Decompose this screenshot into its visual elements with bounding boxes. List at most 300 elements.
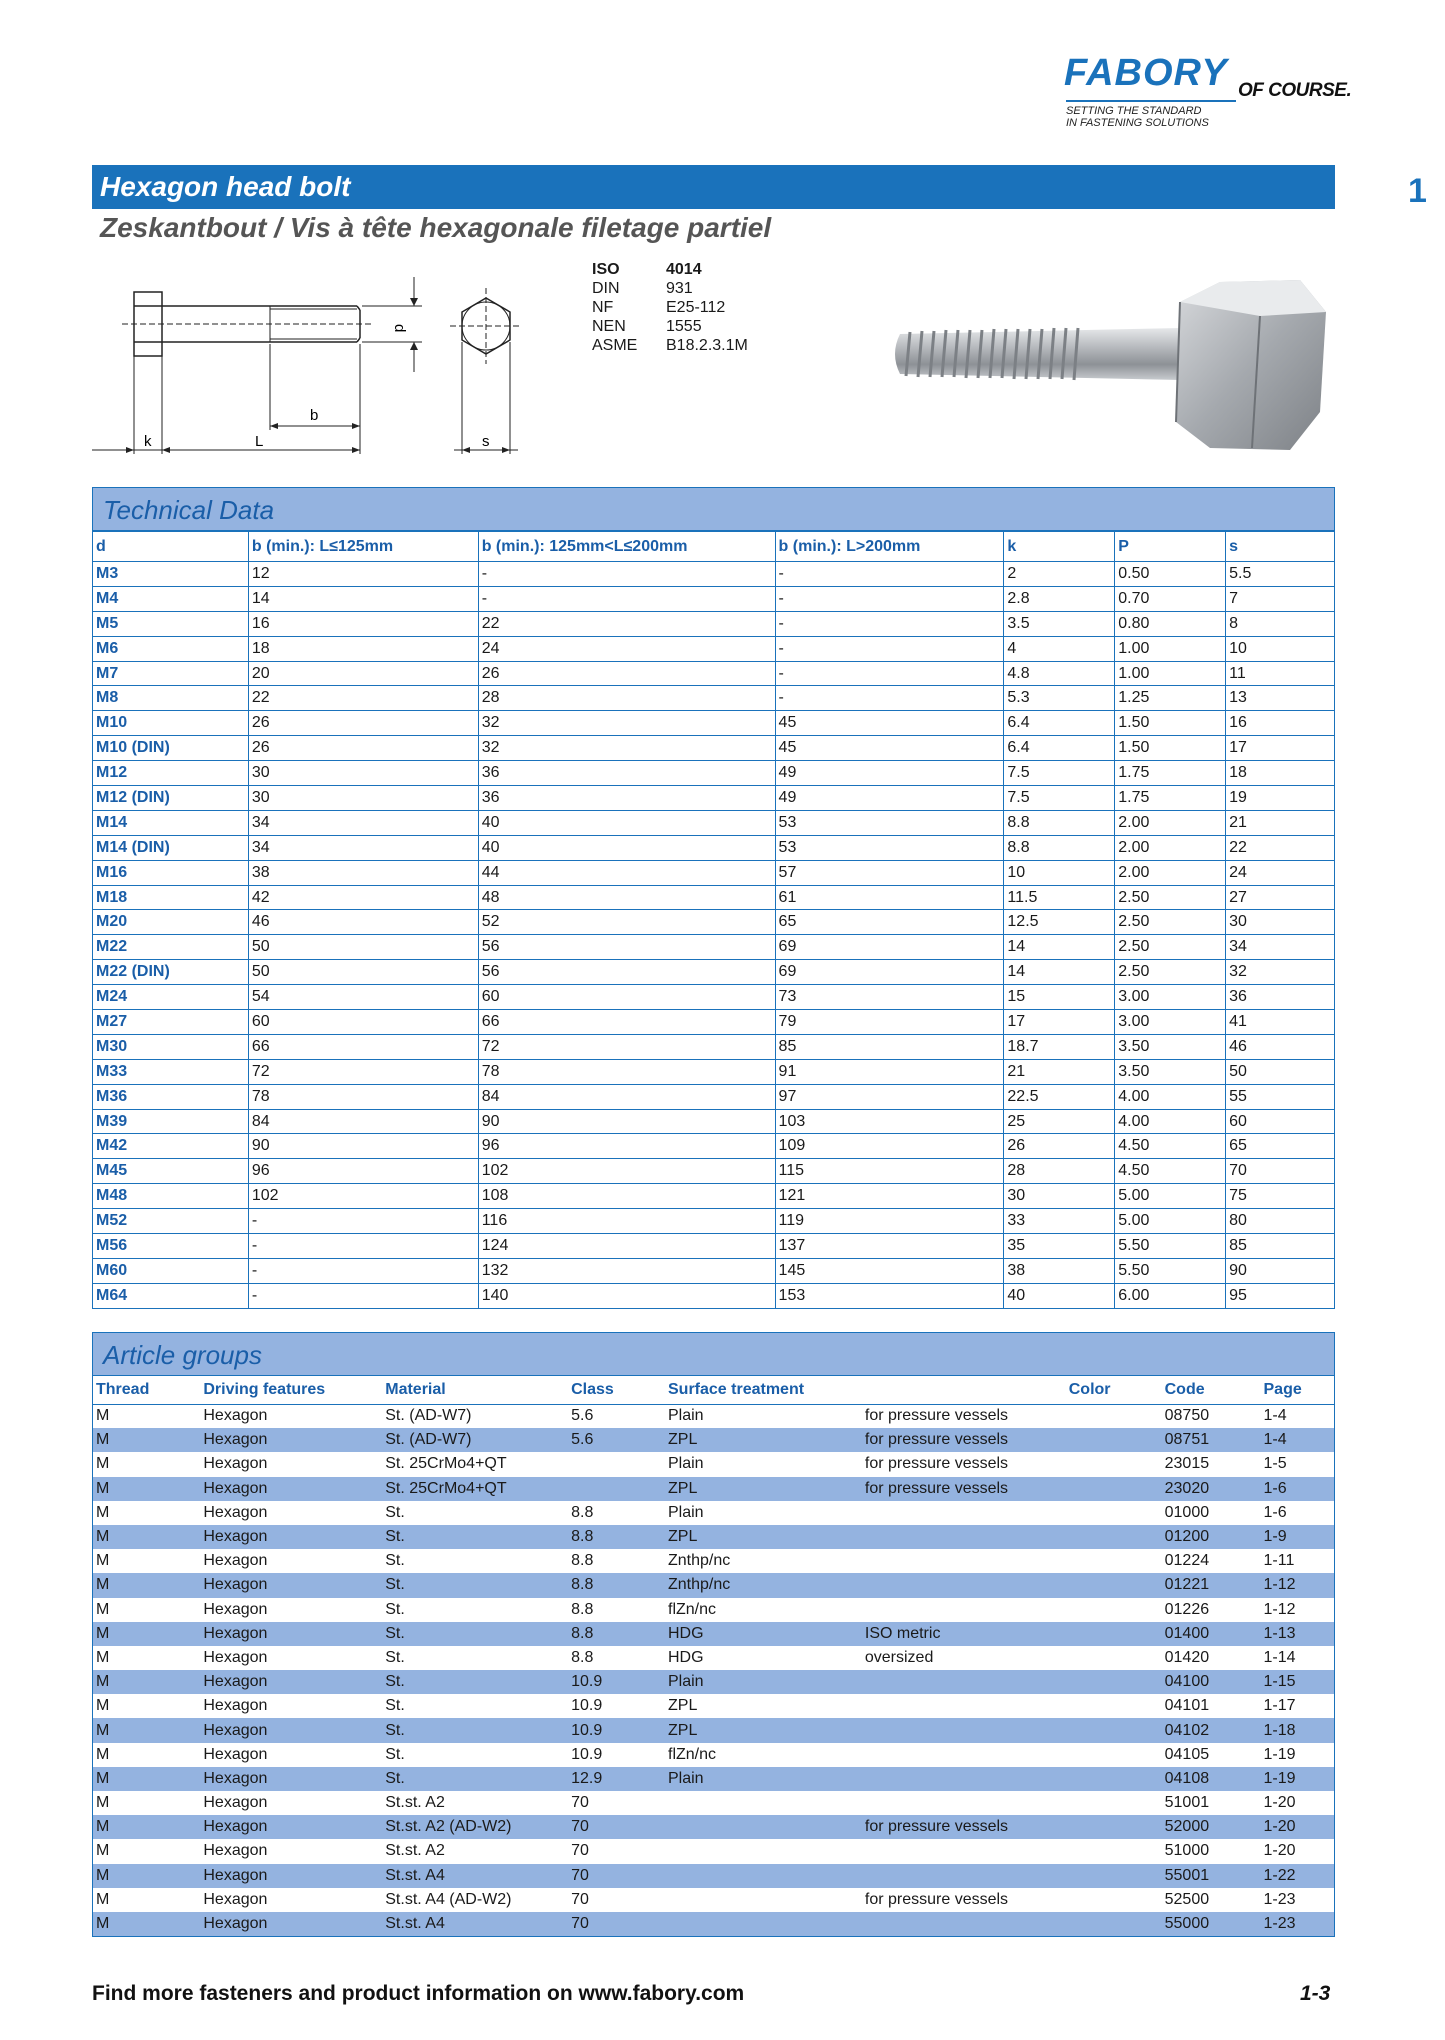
table-cell: 32	[1226, 960, 1335, 985]
table-cell: 15	[1004, 985, 1115, 1010]
table-cell: 1.25	[1115, 686, 1226, 711]
standard-row	[592, 336, 748, 355]
table-cell: 49	[775, 786, 1004, 811]
table-cell: St.	[385, 1503, 405, 1521]
table-cell: Hexagon	[203, 1745, 268, 1763]
table-cell: 78	[478, 1059, 775, 1084]
table-cell: 18.7	[1004, 1034, 1115, 1059]
table-cell: 1-9	[1261, 1525, 1335, 1549]
table-cell: 17	[1004, 1010, 1115, 1035]
table-cell: 1-23	[1263, 1890, 1296, 1908]
table-cell: 51001	[1164, 1794, 1210, 1812]
table-row	[93, 686, 1335, 711]
article-column-header: Thread	[93, 1376, 201, 1404]
table-cell	[1066, 1549, 1162, 1573]
table-cell: 153	[775, 1283, 1004, 1308]
table-cell: M	[96, 1648, 110, 1666]
thread-size-cell: M10	[93, 711, 249, 736]
table-cell: 21	[1004, 1059, 1115, 1084]
table-cell	[862, 1598, 1066, 1622]
table-cell: Hexagon	[200, 1428, 382, 1452]
table-cell: 69	[775, 960, 1004, 985]
logo-tagline-line-1: SETTING THE STANDARD	[1066, 105, 1202, 117]
table-cell: 3.50	[1115, 1034, 1226, 1059]
table-cell: 65	[1226, 1134, 1335, 1159]
table-cell: Hexagon	[203, 1648, 268, 1666]
table-cell: 55000	[1162, 1912, 1261, 1936]
bolt-technical-drawing	[92, 262, 532, 472]
table-cell: 36	[1226, 985, 1335, 1010]
table-cell: 85	[1226, 1234, 1335, 1259]
table-row	[93, 1059, 1335, 1084]
table-cell: 1-19	[1263, 1745, 1296, 1763]
table-cell	[1066, 1912, 1162, 1936]
table-cell: 34	[248, 835, 478, 860]
table-cell: 8.8	[568, 1622, 665, 1646]
table-cell: 78	[248, 1084, 478, 1109]
table-cell	[1066, 1888, 1162, 1912]
dim-label-s: s	[482, 433, 490, 450]
table-cell: 22	[1226, 835, 1335, 860]
thread-size-cell: M14 (DIN)	[93, 835, 249, 860]
table-cell: ZPL	[665, 1525, 862, 1549]
thread-size-cell: M42	[93, 1134, 249, 1159]
table-cell: -	[775, 661, 1004, 686]
table-cell: -	[248, 1209, 478, 1234]
table-cell: 5.50	[1115, 1234, 1226, 1259]
table-cell: 8.8	[571, 1503, 594, 1521]
table-cell: 53	[775, 835, 1004, 860]
table-row	[93, 1598, 1335, 1622]
table-cell: St. (AD-W7)	[385, 1407, 472, 1425]
table-cell: 1-4	[1263, 1407, 1287, 1425]
thread-size-cell: M45	[93, 1159, 249, 1184]
technical-column-header: k	[1004, 532, 1115, 562]
table-cell: St. 25CrMo4+QT	[382, 1477, 568, 1501]
table-row	[93, 910, 1335, 935]
article-groups-title: Article groups	[103, 1340, 262, 1370]
table-cell: 23015	[1164, 1455, 1210, 1473]
table-cell: 8	[1226, 611, 1335, 636]
table-cell: 1-6	[1263, 1503, 1287, 1521]
table-cell: 52	[478, 910, 775, 935]
table-cell: 1.50	[1115, 711, 1226, 736]
table-cell: 3.50	[1115, 1059, 1226, 1084]
table-cell: 103	[775, 1109, 1004, 1134]
table-cell: M	[96, 1794, 110, 1812]
table-row	[93, 1209, 1335, 1234]
table-cell: 30	[248, 786, 478, 811]
table-cell	[862, 1864, 1066, 1888]
table-cell: 01224	[1164, 1552, 1210, 1570]
table-cell: 30	[1004, 1184, 1115, 1209]
table-cell: Znthp/nc	[665, 1573, 862, 1597]
table-cell: 48	[478, 885, 775, 910]
table-cell: 70	[568, 1815, 665, 1839]
table-row	[93, 1888, 1335, 1912]
table-cell: Hexagon	[203, 1842, 268, 1860]
table-cell: 10.9	[571, 1745, 603, 1763]
table-cell: 32	[478, 711, 775, 736]
table-cell: 5.00	[1115, 1209, 1226, 1234]
bolt-product-photo	[880, 272, 1336, 458]
technical-column-header: b (min.): L>200mm	[775, 532, 1004, 562]
table-cell: St.st. A4	[382, 1912, 568, 1936]
table-cell	[1066, 1839, 1162, 1863]
table-cell: 2	[1004, 562, 1115, 587]
table-row	[93, 1234, 1335, 1259]
table-cell: 11.5	[1004, 885, 1115, 910]
article-column-header: Code	[1162, 1376, 1261, 1404]
table-row	[93, 1034, 1335, 1059]
table-cell: 27	[1226, 885, 1335, 910]
table-cell: 5.50	[1115, 1258, 1226, 1283]
table-cell: 70	[1226, 1159, 1335, 1184]
table-row	[93, 1912, 1335, 1936]
table-cell	[1066, 1501, 1162, 1525]
table-cell	[1066, 1694, 1162, 1718]
table-cell: -	[775, 686, 1004, 711]
table-cell: M	[93, 1718, 201, 1742]
table-cell: 13	[1226, 686, 1335, 711]
table-cell: 04100	[1162, 1670, 1261, 1694]
table-row	[93, 1525, 1335, 1549]
table-row	[93, 586, 1335, 611]
table-cell: 45	[775, 711, 1004, 736]
table-cell: 8.8	[568, 1525, 665, 1549]
table-cell: M	[96, 1890, 110, 1908]
table-cell: Hexagon	[203, 1600, 268, 1618]
table-row	[93, 1428, 1335, 1452]
table-cell: 140	[478, 1283, 775, 1308]
table-row	[93, 810, 1335, 835]
table-row	[93, 1839, 1335, 1863]
table-cell: M	[96, 1745, 110, 1763]
table-cell	[1066, 1477, 1162, 1501]
table-cell: 7	[1226, 586, 1335, 611]
table-cell	[862, 1718, 1066, 1742]
table-cell: M	[93, 1525, 201, 1549]
table-cell: 90	[1226, 1258, 1335, 1283]
table-cell: 109	[775, 1134, 1004, 1159]
table-cell: 01226	[1164, 1600, 1210, 1618]
table-row	[93, 1694, 1335, 1718]
table-row	[93, 1743, 1335, 1767]
logo-slogan: OF COURSE.	[1238, 80, 1352, 101]
table-row	[93, 1549, 1335, 1573]
table-cell: 26	[248, 736, 478, 761]
article-groups-table	[92, 1376, 1335, 1937]
table-cell: Hexagon	[200, 1815, 382, 1839]
table-cell	[862, 1767, 1066, 1791]
table-row	[93, 1622, 1335, 1646]
page-subtitle: Zeskantbout / Vis à tête hexagonale filetage partiel	[100, 212, 772, 243]
table-cell: 56	[478, 960, 775, 985]
table-cell: 2.50	[1115, 935, 1226, 960]
table-cell: Plain	[665, 1670, 862, 1694]
table-cell: 121	[775, 1184, 1004, 1209]
table-row	[93, 1646, 1335, 1670]
table-cell: HDG	[665, 1622, 862, 1646]
table-cell: 1.75	[1115, 786, 1226, 811]
table-cell	[665, 1912, 862, 1936]
standard-name: ISO	[592, 261, 620, 278]
thread-size-cell: M18	[93, 885, 249, 910]
table-row	[93, 1718, 1335, 1742]
article-column-header: Page	[1261, 1376, 1335, 1404]
table-row	[93, 1670, 1335, 1694]
standard-value: E25-112	[666, 299, 726, 316]
table-cell: 24	[1226, 860, 1335, 885]
table-cell	[862, 1839, 1066, 1863]
table-cell	[665, 1864, 862, 1888]
table-cell: ZPL	[668, 1697, 698, 1715]
table-cell: 1-20	[1261, 1815, 1335, 1839]
table-cell: Hexagon	[200, 1864, 382, 1888]
table-cell: 72	[248, 1059, 478, 1084]
table-row	[93, 1283, 1335, 1308]
table-cell: 1-5	[1263, 1455, 1287, 1473]
thread-size-cell: M36	[93, 1084, 249, 1109]
table-cell: 5.6	[571, 1407, 594, 1425]
table-cell: 91	[775, 1059, 1004, 1084]
table-row	[93, 1258, 1335, 1283]
table-cell: 70	[571, 1890, 589, 1908]
table-cell: M	[96, 1455, 110, 1473]
table-cell	[1066, 1646, 1162, 1670]
table-cell: 50	[248, 960, 478, 985]
table-cell: 1.50	[1115, 736, 1226, 761]
table-cell: 40	[478, 810, 775, 835]
table-cell: 34	[248, 810, 478, 835]
table-cell: 3.5	[1004, 611, 1115, 636]
table-cell: 84	[478, 1084, 775, 1109]
table-row	[93, 736, 1335, 761]
table-cell: 108	[478, 1184, 775, 1209]
table-cell: 6.4	[1004, 736, 1115, 761]
technical-column-header: s	[1226, 532, 1335, 562]
table-cell: 97	[775, 1084, 1004, 1109]
article-column-header	[862, 1376, 1066, 1404]
table-cell: 1-17	[1263, 1697, 1296, 1715]
table-cell	[862, 1549, 1066, 1573]
article-column-header: Class	[568, 1376, 665, 1404]
thread-size-cell: M27	[93, 1010, 249, 1035]
footer-page-number: 1-3	[1300, 1982, 1331, 2005]
standard-value: 931	[666, 280, 693, 297]
table-cell: St.st. A2 (AD-W2)	[382, 1815, 568, 1839]
table-cell: Hexagon	[200, 1477, 382, 1501]
table-cell: 1-12	[1261, 1573, 1335, 1597]
table-cell: 28	[1004, 1159, 1115, 1184]
table-cell: 23020	[1162, 1477, 1261, 1501]
table-cell: 16	[1226, 711, 1335, 736]
table-cell: 46	[248, 910, 478, 935]
table-cell: 70	[571, 1842, 589, 1860]
table-cell: -	[248, 1258, 478, 1283]
table-cell: 66	[478, 1010, 775, 1035]
table-cell: 51000	[1164, 1842, 1210, 1860]
table-cell: 14	[1004, 935, 1115, 960]
table-cell: 73	[775, 985, 1004, 1010]
logo-tagline-line-2: IN FASTENING SOLUTIONS	[1066, 117, 1209, 129]
table-cell: 08750	[1164, 1407, 1210, 1425]
table-cell: Hexagon	[203, 1503, 268, 1521]
table-cell: 115	[775, 1159, 1004, 1184]
table-cell: 8.8	[568, 1573, 665, 1597]
table-cell: 90	[478, 1109, 775, 1134]
table-cell: 08751	[1162, 1428, 1261, 1452]
table-cell: 95	[1226, 1283, 1335, 1308]
table-cell: -	[775, 611, 1004, 636]
thread-size-cell: M60	[93, 1258, 249, 1283]
table-cell: Plain	[668, 1503, 704, 1521]
table-cell: 124	[478, 1234, 775, 1259]
table-cell: 72	[478, 1034, 775, 1059]
table-cell: 60	[478, 985, 775, 1010]
table-cell: 96	[248, 1159, 478, 1184]
table-cell: 132	[478, 1258, 775, 1283]
table-cell: flZn/nc	[668, 1745, 717, 1763]
table-cell: 3.00	[1115, 985, 1226, 1010]
table-cell: Plain	[665, 1767, 862, 1791]
table-cell	[862, 1791, 1066, 1815]
table-row	[93, 1134, 1335, 1159]
table-cell	[1066, 1622, 1162, 1646]
table-cell: 22.5	[1004, 1084, 1115, 1109]
table-cell: for pressure vessels	[862, 1477, 1066, 1501]
table-cell: 6.4	[1004, 711, 1115, 736]
technical-data-heading	[92, 487, 1335, 531]
title-bar	[92, 165, 1335, 209]
table-cell: M	[96, 1503, 110, 1521]
table-cell: M	[96, 1697, 110, 1715]
table-cell: St.	[385, 1745, 405, 1763]
table-cell: 46	[1226, 1034, 1335, 1059]
table-row	[93, 1084, 1335, 1109]
table-row	[93, 611, 1335, 636]
table-cell: 01221	[1162, 1573, 1261, 1597]
table-cell: for pressure vessels	[864, 1890, 1009, 1908]
table-cell: 55001	[1162, 1864, 1261, 1888]
table-cell: 1-13	[1261, 1622, 1335, 1646]
table-cell: St.st. A4	[382, 1864, 568, 1888]
standards-list	[592, 260, 748, 355]
table-cell: 22	[248, 686, 478, 711]
table-cell: for pressure vessels	[864, 1407, 1009, 1425]
table-cell: 137	[775, 1234, 1004, 1259]
table-cell: 5.5	[1226, 562, 1335, 587]
table-cell: St.	[385, 1552, 405, 1570]
table-cell: 1.00	[1115, 636, 1226, 661]
table-cell: 1-11	[1263, 1552, 1295, 1570]
table-cell: -	[775, 586, 1004, 611]
table-cell	[1066, 1815, 1162, 1839]
table-cell	[1066, 1598, 1162, 1622]
table-row	[93, 761, 1335, 786]
table-cell: 1-4	[1261, 1428, 1335, 1452]
table-cell: St.	[382, 1718, 568, 1742]
table-cell: 42	[248, 885, 478, 910]
table-cell: 49	[775, 761, 1004, 786]
table-cell	[1066, 1718, 1162, 1742]
table-row	[93, 935, 1335, 960]
table-cell: ZPL	[665, 1718, 862, 1742]
table-cell: Hexagon	[200, 1670, 382, 1694]
table-cell: 6.00	[1115, 1283, 1226, 1308]
logo-underline	[1066, 100, 1236, 102]
table-cell	[862, 1501, 1066, 1525]
table-row	[93, 1404, 1335, 1428]
table-cell: 41	[1226, 1010, 1335, 1035]
table-cell	[665, 1888, 862, 1912]
table-row	[93, 1864, 1335, 1888]
technical-column-header: b (min.): 125mm<L≤200mm	[478, 532, 775, 562]
table-cell: 01420	[1164, 1648, 1210, 1666]
standard-row	[592, 279, 748, 298]
table-cell: 5.3	[1004, 686, 1115, 711]
table-cell: 116	[478, 1209, 775, 1234]
table-row	[93, 885, 1335, 910]
table-cell: 4.50	[1115, 1134, 1226, 1159]
thread-size-cell: M5	[93, 611, 249, 636]
table-cell: 1-19	[1261, 1767, 1335, 1791]
footer-text: Find more fasteners and product information on www.fabory.com	[92, 1982, 745, 2005]
table-cell: 70	[568, 1912, 665, 1936]
table-cell: 60	[248, 1010, 478, 1035]
table-cell	[1066, 1791, 1162, 1815]
table-cell: 2.00	[1115, 835, 1226, 860]
article-header-row	[93, 1376, 1335, 1404]
standard-row	[592, 260, 748, 279]
fabory-logo	[1064, 52, 1364, 132]
table-cell	[862, 1912, 1066, 1936]
table-row	[93, 1501, 1335, 1525]
table-cell: 52000	[1162, 1815, 1261, 1839]
table-cell: 14	[248, 586, 478, 611]
table-cell: 145	[775, 1258, 1004, 1283]
table-cell: 04102	[1162, 1718, 1261, 1742]
technical-header-row	[93, 532, 1335, 562]
table-cell	[665, 1815, 862, 1839]
table-cell	[1066, 1670, 1162, 1694]
table-cell: -	[248, 1234, 478, 1259]
standard-name: DIN	[592, 280, 620, 297]
table-row	[93, 1815, 1335, 1839]
table-row	[93, 1791, 1335, 1815]
thread-size-cell: M14	[93, 810, 249, 835]
table-cell: 1-15	[1261, 1670, 1335, 1694]
table-cell: 1-14	[1263, 1648, 1296, 1666]
table-cell: 33	[1004, 1209, 1115, 1234]
table-cell: 04105	[1164, 1745, 1210, 1763]
table-cell: Hexagon	[200, 1767, 382, 1791]
table-cell: St.	[382, 1767, 568, 1791]
thread-size-cell: M30	[93, 1034, 249, 1059]
table-cell: 1.00	[1115, 661, 1226, 686]
table-row	[93, 1767, 1335, 1791]
standard-name: NEN	[592, 318, 626, 335]
table-cell: 60	[1226, 1109, 1335, 1134]
table-cell: St.st. A2	[385, 1794, 445, 1812]
table-cell: M	[96, 1552, 110, 1570]
table-cell: ZPL	[665, 1428, 862, 1452]
standard-name: ASME	[592, 337, 638, 354]
table-cell: 20	[248, 661, 478, 686]
table-cell: for pressure vessels	[862, 1428, 1066, 1452]
table-cell: 85	[775, 1034, 1004, 1059]
table-cell: 8.8	[1004, 810, 1115, 835]
